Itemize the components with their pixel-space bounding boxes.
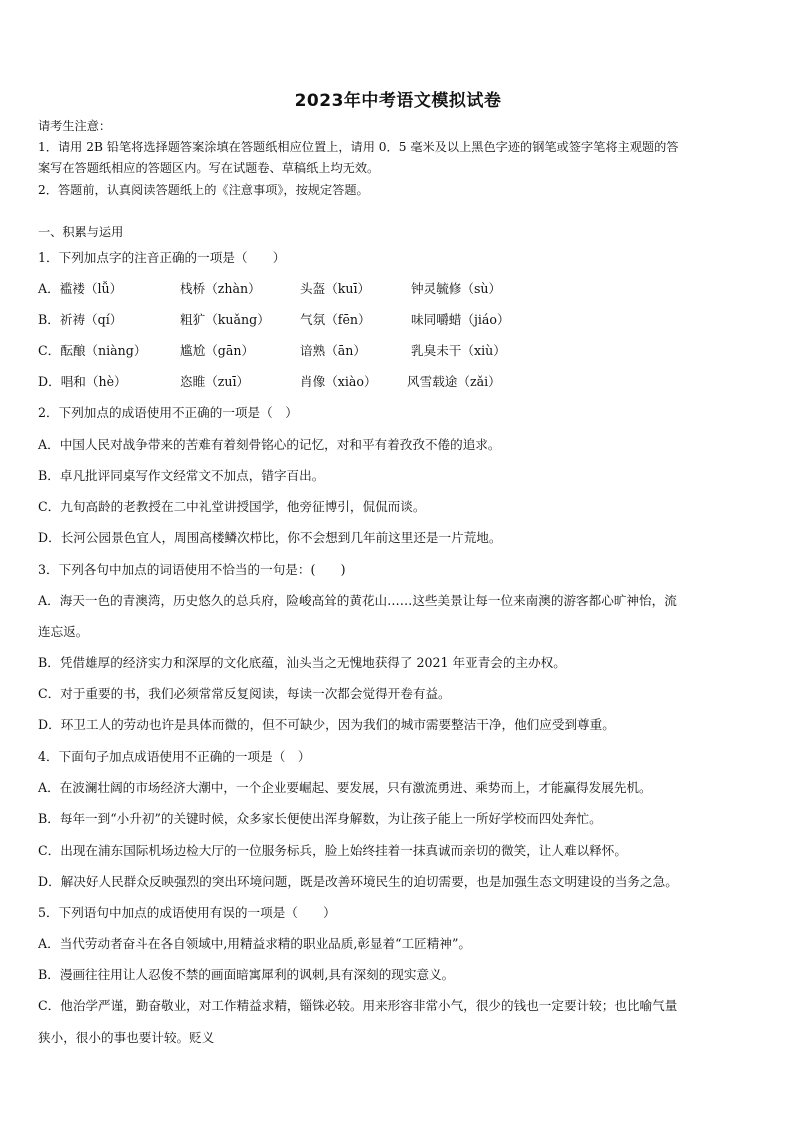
notice-item-1-continued: 案写在答题纸相应的答题区内。写在试题卷、草稿纸上均无效。 — [38, 161, 380, 175]
option-cell: 肖像（xiào） — [300, 374, 377, 389]
question-1-stem: 1．下列加点字的注音正确的一项是（ ） — [38, 250, 286, 265]
option-cell: B．祈祷（qí） — [38, 312, 123, 327]
question-4-option-d: D．解决好人民群众反映强烈的突出环境问题，既是改善环境民生的迫切需要，也是加强生态文明建设的当务之急。 — [38, 874, 678, 889]
question-4-option-a: A．在波澜壮阔的市场经济大潮中，一个企业要崛起、要发展，只有激流勇进、乘势而上，才能赢得发展先机。 — [38, 780, 652, 795]
question-3-option-a-continued: 连忘返。 — [38, 624, 89, 639]
question-5-option-a: A．当代劳动者奋斗在各自领域中,用精益求精的职业品质,彰显着“工匠精神”。 — [38, 936, 471, 951]
question-1-option-c — [38, 342, 758, 360]
question-3-option-a: A．海天一色的青澳湾，历史悠久的总兵府，险峻高耸的黄花山……这些美景让每一位来南澳的游客都心旷神怡，流 — [38, 593, 677, 608]
option-cell: C．酝酿（niàng） — [38, 343, 147, 358]
option-cell: 乳臭未干（xiù） — [411, 343, 506, 358]
option-cell: 粗犷（kuǎng） — [180, 312, 270, 327]
option-cell: 风雪载途（zǎi） — [407, 374, 501, 389]
option-cell: D．唱和（hè） — [38, 374, 127, 389]
question-3-stem: 3．下列各句中加点的词语使用不恰当的一句是：( ) — [38, 562, 346, 577]
question-4-option-b: B．每年一到“小升初”的关键时候，众多家长便使出浑身解数，为让孩子能上一所好学校而四处奔忙。 — [38, 811, 602, 826]
question-5-option-c-continued: 狭小，很小的事也要计较。贬义 — [38, 1030, 215, 1045]
option-cell: 恣睢（zuī） — [180, 374, 250, 389]
question-3-option-c: C．对于重要的书，我们必须常常反复阅读，每读一次都会觉得开卷有益。 — [38, 686, 451, 701]
question-2-stem: 2．下列加点的成语使用不正确的一项是（ ） — [38, 405, 298, 420]
option-cell: 栈桥（zhàn） — [180, 281, 261, 296]
option-cell: 谙熟（ān） — [300, 343, 366, 358]
question-4-option-c: C．出现在浦东国际机场边检大厅的一位服务标兵，脸上始终挂着一抹真诚而亲切的微笑，让人难以释怀。 — [38, 843, 627, 858]
question-2-option-d: D．长河公园景色宜人，周围高楼鳞次栉比，你不会想到几年前这里还是一片荒地。 — [38, 530, 502, 545]
question-5-option-c: C．他治学严谨，勤奋敬业，对工作精益求精，锱铢必较。用来形容非常小气，很少的钱也一定要计较；也比喻气量 — [38, 998, 678, 1013]
question-2-option-c: C．九旬高龄的老教授在二中礼堂讲授国学，他旁征博引，侃侃而谈。 — [38, 499, 426, 514]
option-cell: 味同嚼蜡（jiáo） — [411, 312, 510, 327]
question-5-option-b: B．漫画往往用让人忍俊不禁的画面暗寓犀利的讽刺,具有深刻的现实意义。 — [38, 967, 455, 982]
question-1-option-b — [38, 311, 758, 329]
question-3-option-b: B．凭借雄厚的经济实力和深厚的文化底蕴，汕头当之无愧地获得了 2021 年亚青会的主办权。 — [38, 655, 566, 670]
section-heading: 一、积累与运用 — [38, 225, 124, 239]
question-3-option-d: D．环卫工人的劳动也许是具体而微的，但不可缺少，因为我们的城市需要整洁干净，他们应受到尊重。 — [38, 717, 615, 732]
question-1-option-a — [38, 280, 758, 298]
option-cell: 气氛（fēn） — [300, 312, 371, 327]
option-cell: 钟灵毓修（sù） — [411, 281, 502, 296]
question-1-option-d — [38, 373, 758, 391]
question-2-option-b: B．卓凡批评同桌写作文经常文不加点，错字百出。 — [38, 468, 325, 483]
question-4-stem: 4．下面句子加点成语使用不正确的一项是（ ） — [38, 749, 311, 764]
question-5-stem: 5．下列语句中加点的成语使用有误的一项是（ ） — [38, 905, 336, 920]
notice-item-1: 1．请用 2B 铅笔将选择题答案涂填在答题纸相应位置上，请用 0．5 毫米及以上黑色字迹的钢笔或签字笔将主观题的答 — [38, 140, 679, 154]
exam-title: 2023年中考语文模拟试卷 — [294, 91, 502, 111]
option-cell: A．褴褛（lǚ） — [38, 281, 123, 296]
notice-heading: 请考生注意： — [38, 119, 112, 133]
option-cell: 尴尬（gān） — [180, 343, 255, 358]
notice-item-2: 2．答题前，认真阅读答题纸上的《注意事项》，按规定答题。 — [38, 183, 369, 197]
question-2-option-a: A．中国人民对战争带来的苦难有着刻骨铭心的记忆，对和平有着孜孜不倦的追求。 — [38, 437, 501, 452]
option-cell: 头盔（kuī） — [300, 281, 371, 296]
